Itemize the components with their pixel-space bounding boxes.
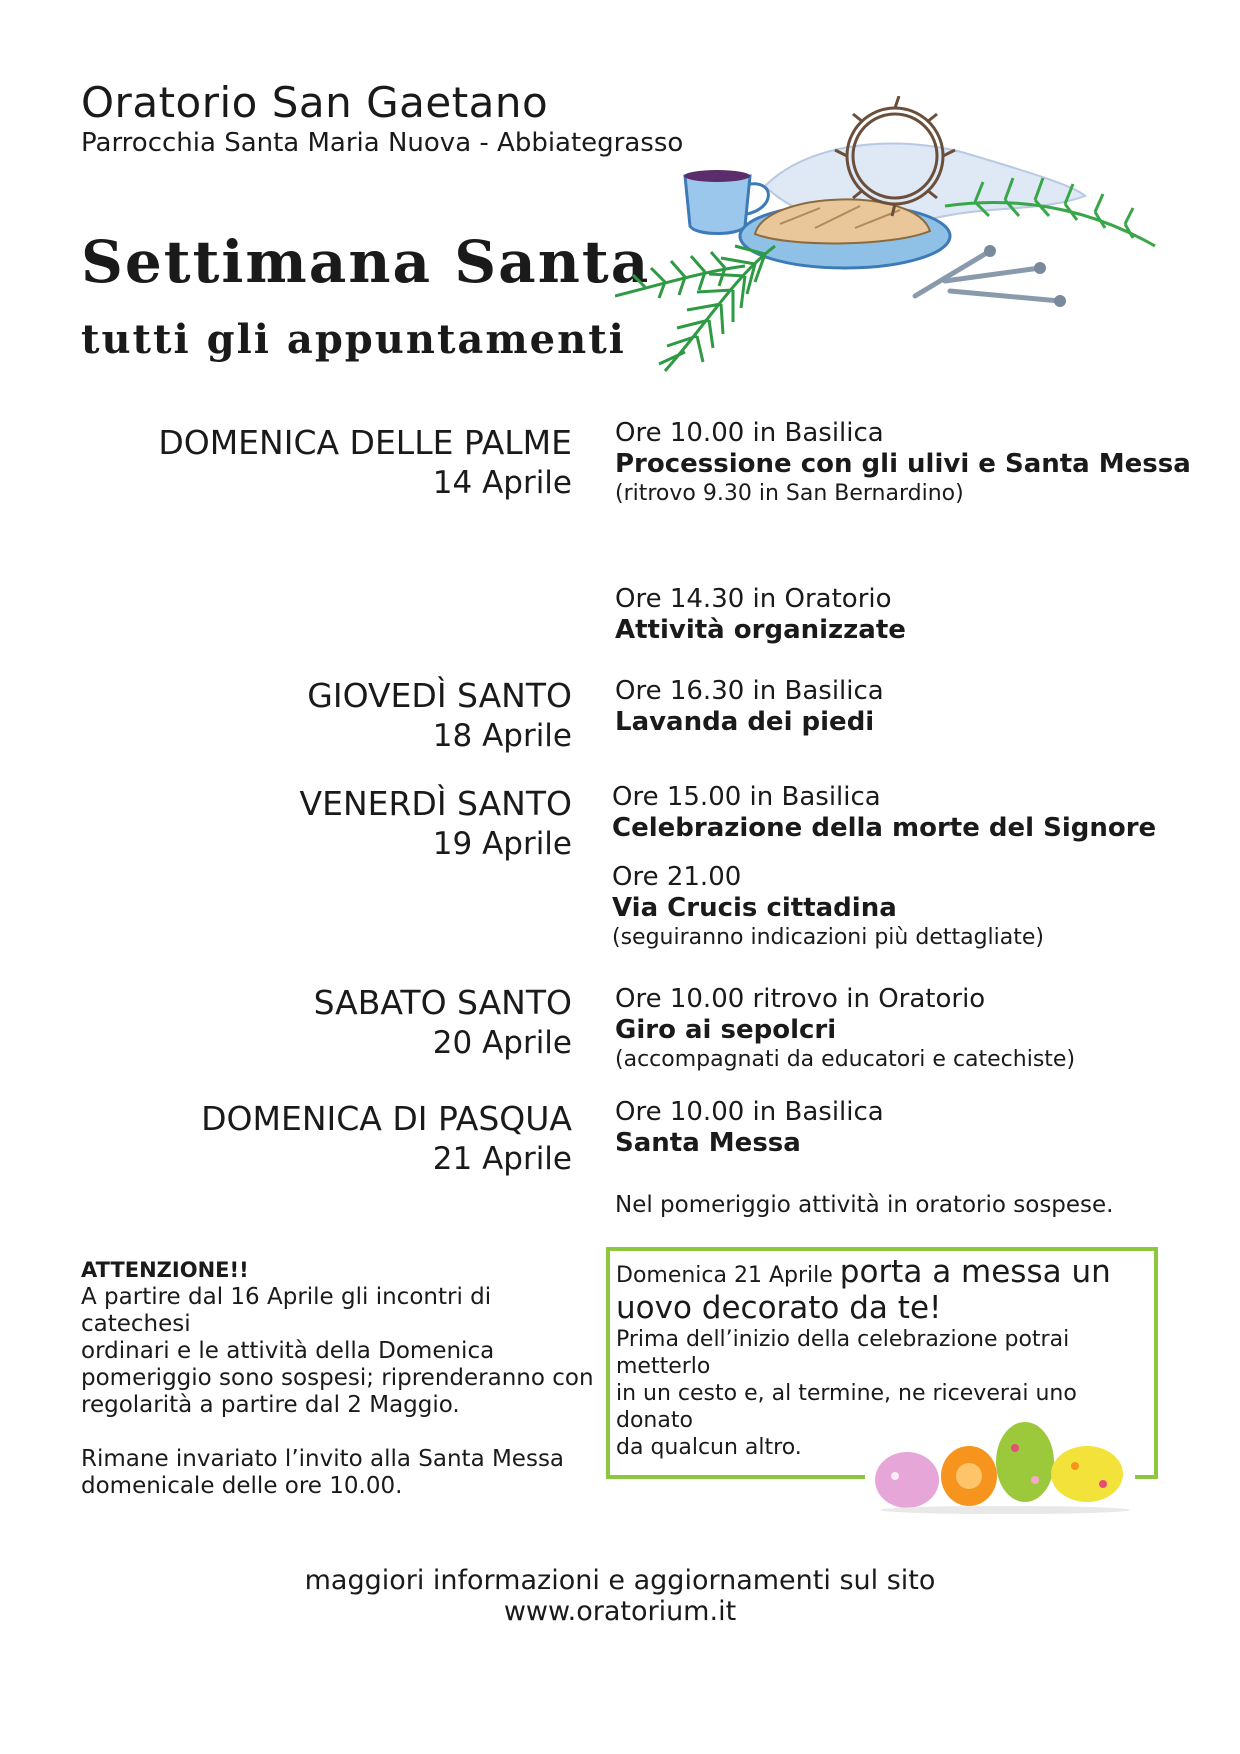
day-name: DOMENICA DI PASQUA [201, 1099, 572, 1138]
day-palm-sunday [72, 423, 572, 503]
event-activity: Via Crucis cittadina [612, 893, 897, 923]
event [612, 782, 1240, 844]
attention-block [81, 1257, 601, 1500]
event-note: (seguiranno indicazioni più dettagliate) [612, 925, 1045, 950]
event-activity: Santa Messa [615, 1128, 801, 1158]
day-name: SABATO SANTO [313, 983, 572, 1022]
event [615, 418, 1240, 508]
egg-green [996, 1422, 1054, 1502]
event [612, 862, 1240, 952]
attention-line: A partire dal 16 Aprile gli incontri di catechesi [81, 1284, 492, 1337]
event-note: (accompagnati da educatori e catechiste) [615, 1047, 1076, 1072]
event-activity: Giro ai sepolcri [615, 1015, 837, 1045]
egg-yellow [1051, 1446, 1123, 1502]
egg-box-highlight: porta a messa un [839, 1254, 1111, 1290]
website-link[interactable]: www.oratorium.it [503, 1596, 737, 1627]
day-easter-sunday [72, 1099, 572, 1179]
page-subtitle: tutti gli appuntamenti [81, 316, 626, 363]
event [615, 984, 1240, 1074]
day-holy-thursday [72, 676, 572, 756]
day-name: GIOVEDÌ SANTO [307, 676, 572, 715]
day-name: DOMENICA DELLE PALME [158, 423, 572, 462]
footer [0, 1565, 1240, 1627]
event-time: Ore 21.00 [612, 862, 742, 892]
egg-box-line: in un cesto e, al termine, ne riceverai uno donato [616, 1381, 1077, 1433]
attention-line: domenicale delle ore 10.00. [81, 1473, 403, 1499]
event-note: (ritrovo 9.30 in San Bernardino) [615, 481, 964, 506]
footer-info: maggiori informazioni e aggiornamenti sul sito [304, 1565, 936, 1596]
attention-line: regolarità a partire dal 2 Maggio. [81, 1392, 460, 1418]
event [615, 584, 1240, 646]
day-good-friday [72, 784, 572, 864]
day-date: 20 Aprile [432, 1025, 572, 1061]
event-activity: Processione con gli ulivi e Santa Messa [615, 449, 1191, 479]
event-time: Ore 14.30 in Oratorio [615, 584, 892, 614]
event-activity: Celebrazione della morte del Signore [612, 813, 1157, 843]
day-date: 19 Aprile [432, 826, 572, 862]
day-date: 21 Aprile [432, 1141, 572, 1177]
event-time: Ore 10.00 in Basilica [615, 418, 884, 448]
attention-line: pomeriggio sono sospesi; riprenderanno con [81, 1365, 594, 1391]
event-time: Ore 10.00 in Basilica [615, 1097, 884, 1127]
afternoon-note: Nel pomeriggio attività in oratorio sospese. [615, 1192, 1114, 1218]
event-activity: Attività organizzate [615, 615, 906, 645]
egg-box-lead: Domenica 21 Aprile [616, 1263, 840, 1288]
attention-line: Rimane invariato l’invito alla Santa Messa [81, 1446, 565, 1472]
event-activity: Lavanda dei piedi [615, 707, 875, 737]
page-title: Settimana Santa [81, 228, 651, 296]
day-name: VENERDÌ SANTO [299, 784, 572, 823]
parish-name: Parrocchia Santa Maria Nuova - Abbiategrasso [81, 128, 684, 158]
organization-name: Oratorio San Gaetano [81, 78, 549, 127]
day-date: 18 Aprile [432, 718, 572, 754]
day-date: 14 Aprile [432, 465, 572, 501]
event-time: Ore 15.00 in Basilica [612, 782, 881, 812]
event [615, 676, 1240, 738]
holy-week-illustration [615, 96, 1195, 426]
egg-box-highlight: uovo decorato da te! [616, 1290, 942, 1326]
egg-box-line: Prima dell’inizio della celebrazione potrai metterlo [616, 1327, 1070, 1379]
event-time: Ore 10.00 ritrovo in Oratorio [615, 984, 986, 1014]
easter-eggs-image [865, 1418, 1135, 1518]
attention-heading: ATTENZIONE!! [81, 1258, 249, 1282]
egg-pink [875, 1452, 939, 1508]
day-holy-saturday [72, 983, 572, 1063]
attention-line: ordinari e le attività della Domenica [81, 1338, 495, 1364]
event-time: Ore 16.30 in Basilica [615, 676, 884, 706]
event [615, 1097, 1240, 1159]
egg-box-line: da qualcun altro. [616, 1435, 802, 1460]
